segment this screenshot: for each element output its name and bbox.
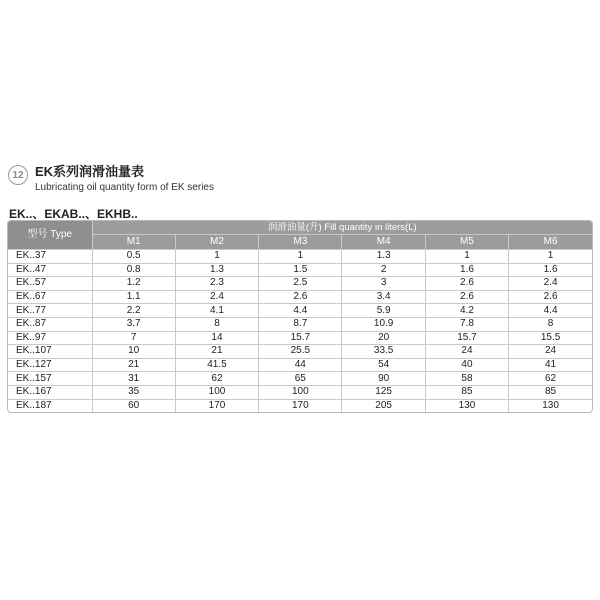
type-cell: EK..87 (8, 317, 92, 331)
quantity-cell: 8.7 (259, 317, 342, 331)
section-header (8, 164, 214, 195)
mount-header-m6: M6 (509, 235, 592, 250)
quantity-cell: 62 (175, 372, 258, 386)
type-cell: EK..57 (8, 277, 92, 291)
quantity-cell: 85 (509, 385, 592, 399)
quantity-cell: 8 (509, 317, 592, 331)
table-row (8, 399, 592, 412)
table-row (8, 304, 592, 318)
quantity-cell: 31 (92, 372, 175, 386)
quantity-cell: 1 (259, 250, 342, 264)
quantity-cell: 7.8 (425, 317, 508, 331)
table-row (8, 317, 592, 331)
quantity-cell: 170 (259, 399, 342, 412)
type-cell: EK..157 (8, 372, 92, 386)
quantity-cell: 4.2 (425, 304, 508, 318)
quantity-cell: 3.4 (342, 290, 425, 304)
quantity-cell: 1.6 (509, 263, 592, 277)
fill-quantity-header: 润滑油量(升) Fill quantity in liters(L) (92, 221, 592, 235)
quantity-cell: 35 (92, 385, 175, 399)
type-cell: EK..127 (8, 358, 92, 372)
table-row (8, 331, 592, 345)
quantity-cell: 1.5 (259, 263, 342, 277)
type-cell: EK..67 (8, 290, 92, 304)
quantity-cell: 1.1 (92, 290, 175, 304)
quantity-cell: 24 (425, 345, 508, 359)
quantity-cell: 25.5 (259, 345, 342, 359)
quantity-cell: 44 (259, 358, 342, 372)
type-cell: EK..77 (8, 304, 92, 318)
quantity-cell: 1 (175, 250, 258, 264)
quantity-cell: 60 (92, 399, 175, 412)
quantity-cell: 2.3 (175, 277, 258, 291)
quantity-cell: 205 (342, 399, 425, 412)
quantity-cell: 21 (175, 345, 258, 359)
mount-header-m2: M2 (175, 235, 258, 250)
quantity-cell: 54 (342, 358, 425, 372)
section-title-en: Lubricating oil quantity form of EK series (35, 182, 214, 193)
quantity-cell: 100 (259, 385, 342, 399)
quantity-cell: 130 (509, 399, 592, 412)
table-row (8, 345, 592, 359)
quantity-cell: 2.5 (259, 277, 342, 291)
mount-header-m4: M4 (342, 235, 425, 250)
quantity-cell: 100 (175, 385, 258, 399)
quantity-cell: 33.5 (342, 345, 425, 359)
oil-quantity-table (7, 220, 593, 413)
quantity-cell: 1.3 (175, 263, 258, 277)
quantity-cell: 5.9 (342, 304, 425, 318)
type-cell: EK..167 (8, 385, 92, 399)
quantity-cell: 125 (342, 385, 425, 399)
quantity-cell: 2.4 (509, 277, 592, 291)
table-row (8, 263, 592, 277)
quantity-cell: 15.5 (509, 331, 592, 345)
quantity-cell: 41.5 (175, 358, 258, 372)
table-row (8, 277, 592, 291)
quantity-cell: 4.4 (259, 304, 342, 318)
quantity-cell: 2.4 (175, 290, 258, 304)
type-cell: EK..187 (8, 399, 92, 412)
type-cell: EK..47 (8, 263, 92, 277)
type-cell: EK..37 (8, 250, 92, 264)
quantity-cell: 10.9 (342, 317, 425, 331)
quantity-cell: 130 (425, 399, 508, 412)
section-titles (35, 164, 214, 195)
quantity-cell: 1.6 (425, 263, 508, 277)
quantity-cell: 62 (509, 372, 592, 386)
table-row (8, 385, 592, 399)
quantity-cell: 4.4 (509, 304, 592, 318)
table-body (8, 250, 592, 413)
table-row (8, 250, 592, 264)
quantity-cell: 1 (509, 250, 592, 264)
quantity-cell: 2.2 (92, 304, 175, 318)
section-number-badge: 12 (8, 165, 28, 185)
table-row (8, 358, 592, 372)
table-row (8, 372, 592, 386)
quantity-cell: 15.7 (259, 331, 342, 345)
quantity-cell: 14 (175, 331, 258, 345)
quantity-cell: 170 (175, 399, 258, 412)
quantity-cell: 40 (425, 358, 508, 372)
type-cell: EK..107 (8, 345, 92, 359)
quantity-cell: 0.8 (92, 263, 175, 277)
quantity-cell: 2.6 (425, 277, 508, 291)
mount-header-m1: M1 (92, 235, 175, 250)
quantity-cell: 65 (259, 372, 342, 386)
quantity-cell: 21 (92, 358, 175, 372)
table-row (8, 290, 592, 304)
quantity-cell: 3.7 (92, 317, 175, 331)
quantity-cell: 8 (175, 317, 258, 331)
quantity-cell: 90 (342, 372, 425, 386)
quantity-cell: 4.1 (175, 304, 258, 318)
quantity-cell: 41 (509, 358, 592, 372)
quantity-cell: 20 (342, 331, 425, 345)
quantity-cell: 7 (92, 331, 175, 345)
quantity-cell: 15.7 (425, 331, 508, 345)
mounting-position-header-row (8, 235, 592, 250)
type-column-header: 型号 Type (8, 221, 92, 250)
quantity-cell: 3 (342, 277, 425, 291)
type-cell: EK..97 (8, 331, 92, 345)
section-title-cn: EK系列润滑油量表 (35, 164, 145, 179)
mount-header-m5: M5 (425, 235, 508, 250)
quantity-cell: 1 (425, 250, 508, 264)
quantity-cell: 2.6 (509, 290, 592, 304)
quantity-cell: 58 (425, 372, 508, 386)
quantity-cell: 85 (425, 385, 508, 399)
quantity-cell: 1.2 (92, 277, 175, 291)
mount-header-m3: M3 (259, 235, 342, 250)
quantity-cell: 24 (509, 345, 592, 359)
quantity-cell: 2 (342, 263, 425, 277)
series-label: EK..、EKAB..、EKHB.. (9, 207, 138, 221)
quantity-cell: 1.3 (342, 250, 425, 264)
quantity-cell: 2.6 (425, 290, 508, 304)
quantity-cell: 2.6 (259, 290, 342, 304)
quantity-cell: 10 (92, 345, 175, 359)
quantity-cell: 0.5 (92, 250, 175, 264)
